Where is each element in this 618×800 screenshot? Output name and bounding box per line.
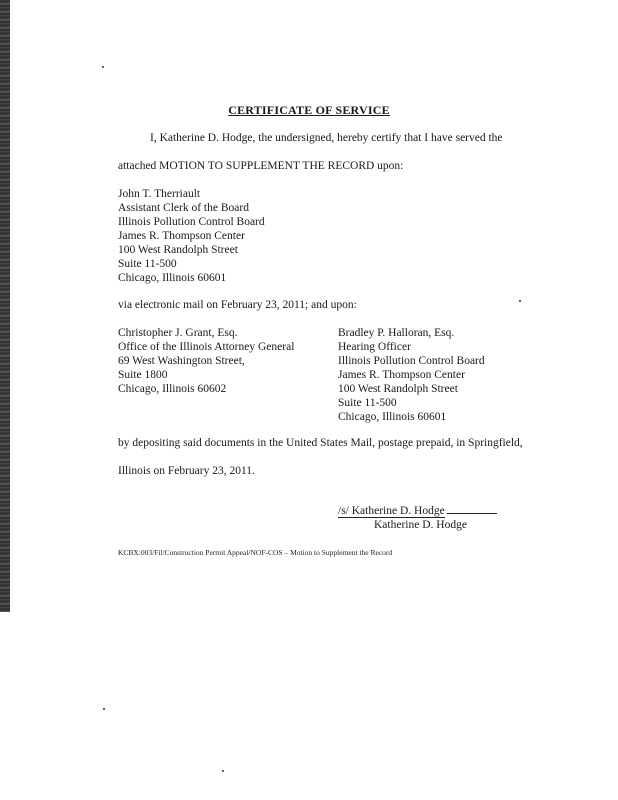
address-line: Hearing Officer — [338, 341, 411, 353]
scan-speck — [103, 708, 105, 710]
via-email-statement: via electronic mail on February 23, 2011; and upon: — [118, 299, 357, 311]
address-line: 100 West Randolph Street — [338, 383, 458, 395]
scan-speck — [102, 66, 104, 68]
address-line: James R. Thompson Center — [338, 369, 465, 381]
scan-speck — [222, 770, 224, 772]
address-line: Illinois Pollution Control Board — [338, 355, 485, 367]
address-line: Suite 11-500 — [118, 258, 177, 270]
recipient-attorney-general-address — [118, 326, 294, 396]
signature-underline — [447, 513, 497, 514]
recipient-clerk-address — [118, 187, 265, 285]
address-line: Chicago, Illinois 60602 — [118, 383, 227, 395]
intro-line-2: attached MOTION TO SUPPLEMENT THE RECORD upon: — [118, 160, 404, 172]
document-title: CERTIFICATE OF SERVICE — [228, 103, 390, 117]
signer-name: Katherine D. Hodge — [374, 519, 467, 531]
address-line: 69 West Washington Street, — [118, 355, 245, 367]
address-line: Suite 1800 — [118, 369, 168, 381]
address-line: Bradley P. Halloran, Esq. — [338, 327, 455, 339]
address-line: 100 West Randolph Street — [118, 244, 238, 256]
scan-edge-artifact — [0, 0, 10, 612]
address-line: Illinois Pollution Control Board — [118, 216, 265, 228]
electronic-signature-block — [338, 505, 497, 517]
address-line: Chicago, Illinois 60601 — [118, 272, 227, 284]
electronic-signature: /s/ Katherine D. Hodge — [338, 505, 445, 517]
intro-line-1: I, Katherine D. Hodge, the undersigned, hereby certify that I have served the — [150, 132, 503, 144]
address-line: James R. Thompson Center — [118, 230, 245, 242]
document-footer-reference: KCBX:003/Fil/Construction Permit Appeal/NOF-COS – Motion to Supplement the Record — [118, 548, 393, 557]
address-line: Suite 11-500 — [338, 397, 397, 409]
address-line: Christopher J. Grant, Esq. — [118, 327, 238, 339]
mail-statement-line-2: Illinois on February 23, 2011. — [118, 465, 255, 477]
address-line: John T. Therriault — [118, 188, 201, 200]
address-line: Assistant Clerk of the Board — [118, 202, 249, 214]
scan-speck — [519, 300, 521, 302]
mail-statement-line-1: by depositing said documents in the United States Mail, postage prepaid, in Springfield, — [118, 437, 523, 449]
address-line: Chicago, Illinois 60601 — [338, 411, 447, 423]
address-line: Office of the Illinois Attorney General — [118, 341, 295, 353]
recipient-hearing-officer-address — [338, 326, 485, 424]
